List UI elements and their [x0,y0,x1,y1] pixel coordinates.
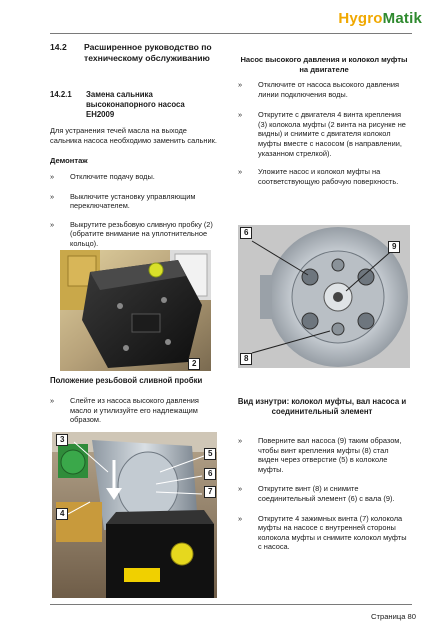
hygromatik-logo [338,10,422,27]
list-item: » Открутите 4 зажимных винта (7) колокола муфты на насосе с внутренней стороны колокола муфты и снимите колокол муфты с насоса. [238,513,407,552]
footer-rule [50,604,412,605]
right-bullet-list-2 [238,436,410,552]
list-item: » Выкрутите резьбовую сливную пробку (2) (обратите внимание на уплотнительное кольцо). [50,219,213,248]
list-item: » Отключите подачу воды. [50,172,155,181]
pump-coupling-photo [52,432,217,598]
figure-caption-2: Вид изнутри: колокол муфты, вал насоса и соединительный элемент [237,397,407,416]
logo-part-matik: Matik [382,10,422,27]
logo-part-hygro: Hygro [338,10,383,27]
list-item: » Выключите установку управляющим переключателем. [50,191,196,211]
list-item: » Поверните вал насоса (9) таким образом, чтобы винт крепления муфты (8) стал виден через отверстие (5) в колоколе муфты. [238,436,402,474]
list-item: » Уложите насос и колокол муфты на соответствующую рабочую поверхность. [238,167,399,186]
list-item: » Открутите винт (8) и снимите соединительный элемент (6) с вала (9). [238,484,395,503]
callout-8: 8 [240,353,252,365]
bullet-list-1 [50,172,225,249]
callout-7: 7 [204,486,216,498]
callout-9: 9 [388,241,400,253]
intro-paragraph: Для устранения течей масла на выходе сальника насоса необходимо заменить сальник. [50,126,217,145]
callout-3: 3 [56,434,68,446]
callout-6-inside: 6 [240,227,252,239]
demontage-heading: Демонтаж [50,156,88,165]
list-item: » Открутите с двигателя 4 винта крепления (3) колокола муфты (2 винта на рисунке не видны) и снимите с двигателя колокол муфты вместе с насосом (в направлении, указанном стрелкой). [238,110,406,158]
callout-2: 2 [188,358,200,370]
subsection-number: 14.2.1 [50,90,72,99]
section-number: 14.2 [50,42,67,52]
callout-5: 5 [204,448,216,460]
coupling-bell-inside-photo [238,225,410,368]
figure-caption-1: Положение резьбовой сливной пробки [50,376,203,385]
callout-4: 4 [56,508,68,520]
page-number: Страница 80 [371,612,416,621]
drain-plug-photo [60,250,211,371]
header-rule [50,33,412,34]
list-item: » Отключите от насоса высокого давления линии подключения воды. [238,80,399,99]
bullet-list-2 [50,396,220,425]
subsection-title: Замена сальника высоконапорного насоса EH2009 [86,90,185,119]
callout-6: 6 [204,468,216,480]
right-bullet-list-1 [238,80,410,186]
right-heading: Насос высокого давления и колокол муфты на двигателе [240,55,408,74]
list-item: » Слейте из насоса высокого давления масло и утилизуйте его надлежащим образом. [50,396,199,425]
section-title: Расширенное руководство по техническому обслуживанию [84,42,212,63]
